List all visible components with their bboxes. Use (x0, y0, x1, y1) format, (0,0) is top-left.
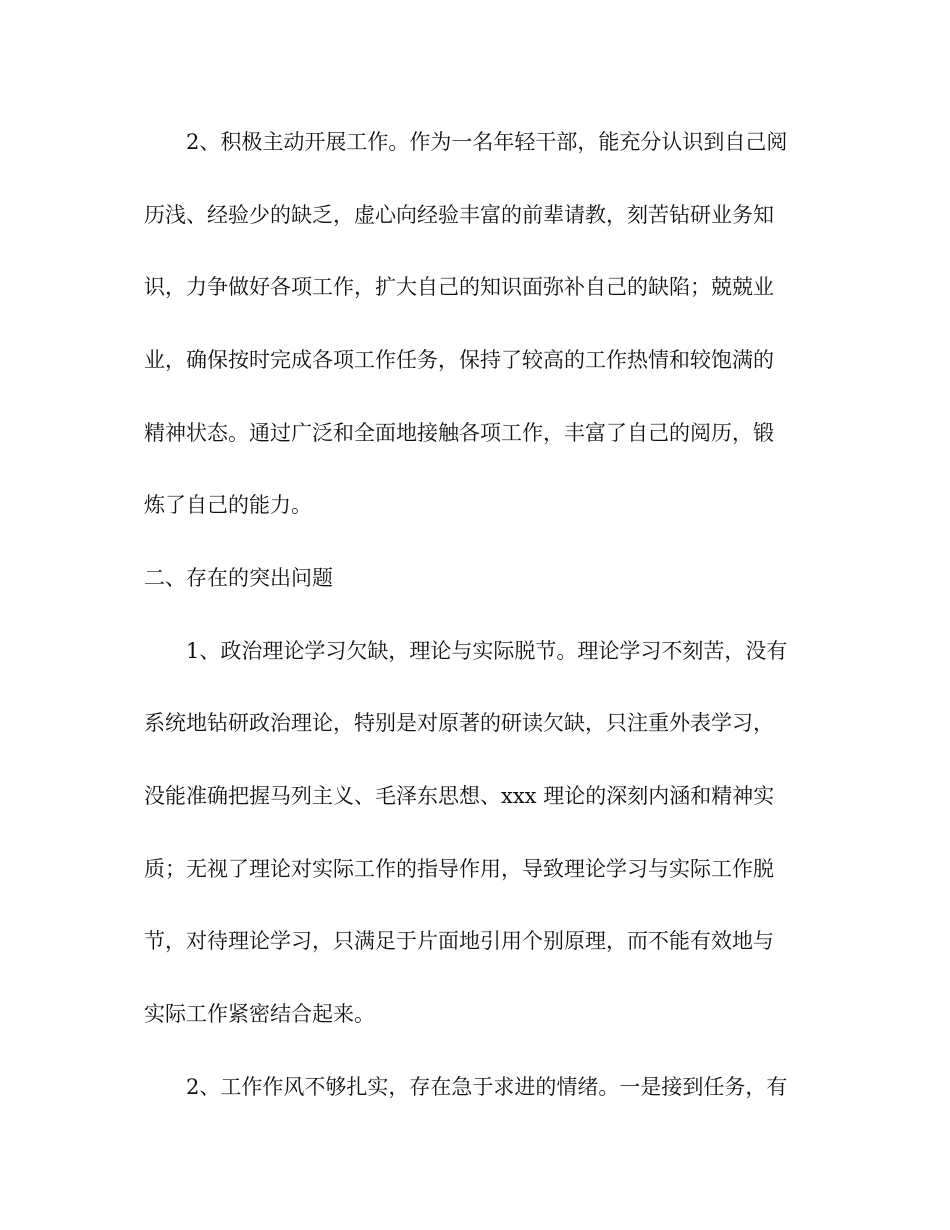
paragraph-problem-1-line-4: 质；无视了理论对实际工作的指导作用，导致理论学习与实际工作脱 (144, 857, 774, 881)
section-heading: 二、存在的突出问题 (144, 566, 333, 590)
paragraph-2-line-5: 精神状态。通过广泛和全面地接触各项工作，丰富了自己的阅历，锻 (144, 421, 774, 445)
paragraph-2-line-3: 识，力争做好各项工作，扩大自己的知识面弥补自己的缺陷；兢兢业 (144, 275, 774, 299)
paragraph-problem-1-line-3: 没能准确把握马列主义、毛泽东思想、xxx 理论的深刻内涵和精神实 (144, 784, 775, 808)
paragraph-problem-1-line-1: 1、政治理论学习欠缺，理论与实际脱节。理论学习不刻苦，没有 (144, 639, 788, 663)
paragraph-2-line-1: 2、积极主动开展工作。作为一名年轻干部，能充分认识到自己阅 (144, 130, 788, 154)
paragraph-2-line-4: 业，确保按时完成各项工作任务，保持了较高的工作热情和较饱满的 (144, 348, 774, 372)
paragraph-2-line-6: 炼了自己的能力。 (144, 493, 312, 517)
paragraph-problem-1-line-2: 系统地钻研政治理论，特别是对原著的研读欠缺，只注重外表学习， (144, 711, 774, 735)
paragraph-2-line-2: 历浅、经验少的缺乏，虚心向经验丰富的前辈请教，刻苦钻研业务知 (144, 203, 774, 227)
paragraph-problem-1-line-5: 节，对待理论学习，只满足于片面地引用个别原理，而不能有效地与 (144, 929, 774, 953)
paragraph-problem-2-line-1: 2、工作作风不够扎实，存在急于求进的情绪。一是接到任务，有 (144, 1075, 788, 1099)
paragraph-problem-1-line-6: 实际工作紧密结合起来。 (144, 1002, 375, 1026)
